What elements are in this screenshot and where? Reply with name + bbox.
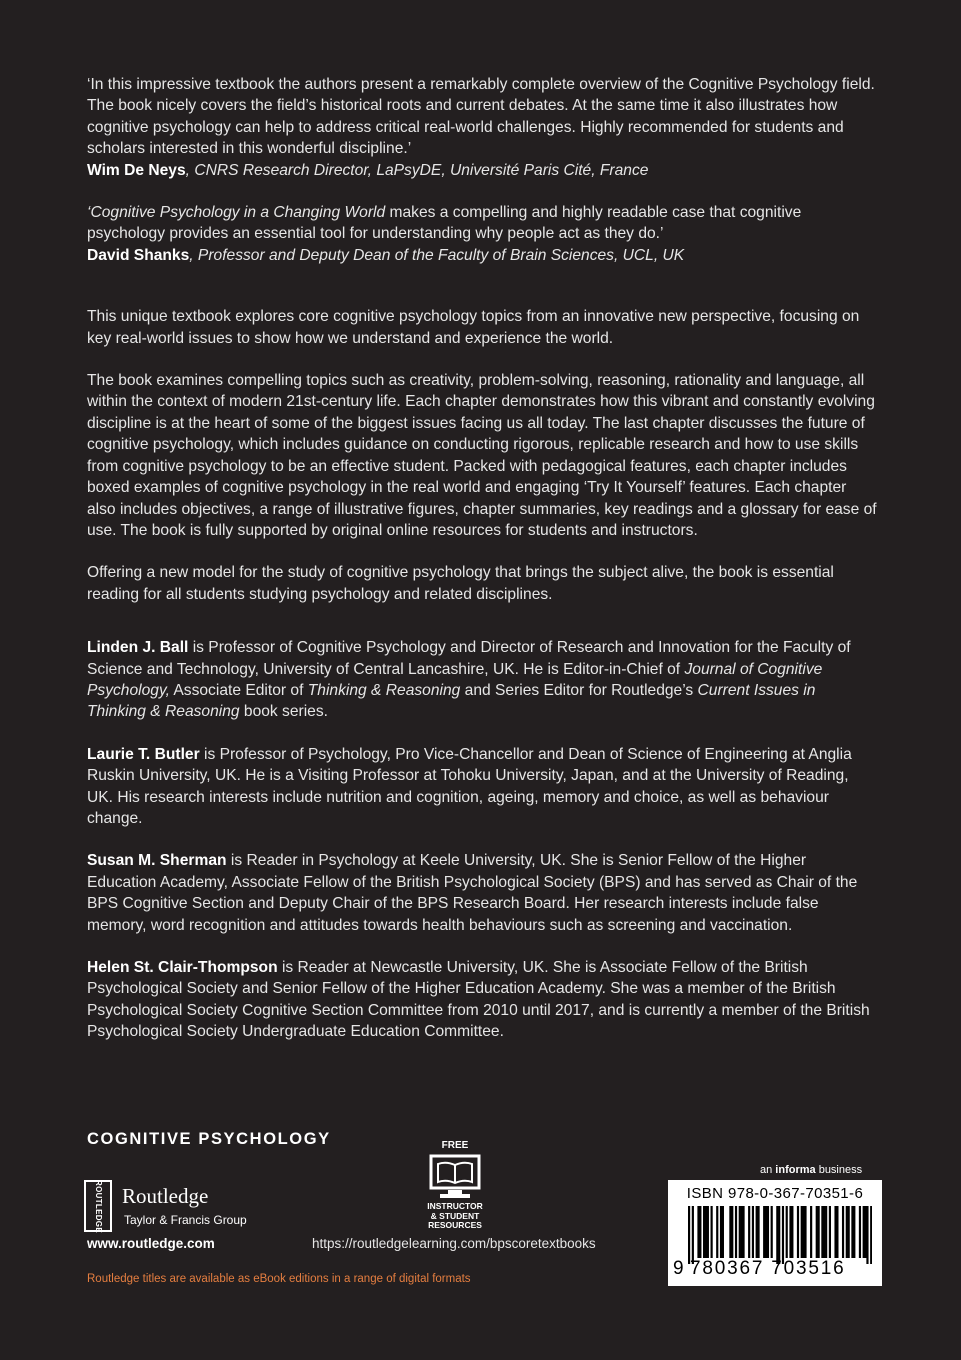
description-paragraph: The book examines compelling topics such as creativity, problem-solving, reasoning, rationality and language, all within the context of modern 21st-century life. Each chapter demonstrates how this vibrant and constantly evolving discipline is at the heart of some of the biggest issues facing us all today. The last chapter discusses the future of cognitive psychology, which includes guidance on conducting rigorous, replicable research and how to use skills from cognitive psychology to be an effective student. Packed with pedagogical features, each chapter includes boxed examples of cognitive psychology in the real world and engaging ‘Try It Yourself’ features. Each chapter also includes objectives, a range of illustrative figures, chapter summaries, key readings and a glossary for ease of use. The book is fully supported by original online resources for students and instructors. — [87, 372, 877, 539]
resources-url[interactable]: https://routledgelearning.com/bpscoretextbooks — [312, 1236, 596, 1251]
description-paragraph: This unique textbook explores core cognitive psychology topics from an innovative new perspective, focusing on key real-world issues to show how we understand and experience the world. — [87, 308, 860, 347]
barcode-icon — [688, 1206, 872, 1264]
routledge-logo[interactable] — [84, 1180, 284, 1232]
endorser-affiliation: , CNRS Research Director, LaPsyDE, Université Paris Cité, France — [185, 161, 649, 179]
endorsement-attribution — [87, 245, 877, 266]
endorsement-attribution — [87, 160, 877, 181]
author-name: Helen St. Clair-Thompson — [87, 959, 278, 976]
endorsement-2 — [87, 202, 877, 266]
endorser-affiliation: , Professor and Deputy Dean of the Faculty of Brain Sciences, UCL, UK — [189, 246, 685, 264]
series-label: COGNITIVE PSYCHOLOGY — [87, 1130, 331, 1148]
author-name: Laurie T. Butler — [87, 745, 200, 763]
description-paragraph: Offering a new model for the study of cognitive psychology that brings the subject alive, the book is essential reading for all students studying psychology and related disciplines. — [87, 564, 834, 603]
publisher-name: Routledge — [122, 1184, 209, 1208]
endorsement-quote: ‘Cognitive Psychology in a Changing World makes a compelling and highly readable case that cognitive psychology provides an essential tool for understanding why people act as they do.’ — [87, 204, 802, 243]
free-resources-badge — [395, 1140, 515, 1232]
book-screen-icon — [428, 1154, 482, 1200]
endorsement-quote: ‘In this impressive textbook the authors present a remarkably complete overview of the Cognitive Psychology field. The book nicely covers the field’s historical roots and current debates. At the same time it also illustrates how cognitive psychology can help to address critical real-world challenges. Highly recommended for students and scholars interested in this wonderful discipline.’ — [87, 76, 875, 158]
author-bio-ball: Linden J. Ball is Professor of Cognitive Psychology and Director of Research and Innovation for the Faculty of Science and Technology, University of Central Lancashire, UK. He is Editor-in-Chief of Journal of Cognitive Psychology, Associate Editor of Thinking & Reasoning and Series Editor for Routledge’s Current Issues in Thinking & Reasoning book series. — [87, 639, 851, 721]
author-name: Susan M. Sherman — [87, 852, 227, 870]
isbn-barcode-box: ISBN 978-0-367-70351-6 9 780367 703516 — [668, 1180, 882, 1286]
publisher-group: Taylor & Francis Group — [124, 1213, 247, 1227]
free-label: FREE — [441, 1140, 469, 1151]
isbn-number: ISBN 978-0-367-70351-6 — [686, 1185, 864, 1202]
back-cover-text — [87, 74, 877, 1064]
informa-tagline: an informa business — [760, 1164, 863, 1176]
author-name: Linden J. Ball — [87, 639, 189, 657]
endorser-name: Wim De Neys — [87, 161, 186, 179]
routledge-mark-icon: ROUTLEDGE — [84, 1180, 112, 1232]
ebook-note: Routledge titles are available as eBook editions in a range of digital formats — [87, 1273, 471, 1285]
resources-caption: INSTRUCTOR & STUDENT RESOURCES — [427, 1201, 483, 1230]
book-title: ‘Cognitive Psychology in a Changing World — [87, 204, 386, 222]
author-bio-thompson: Helen St. Clair-Thompson is Reader at Newcastle University, UK. She is Associate Fellow of the British Psychological Society and Senior Fellow of the Higher Education Academy. She was a member of the British Psychological Society Cognitive Section Committee from 2010 until 2017, and is currently a member of the British Psychological Society Undergraduate Education Committee. — [87, 959, 870, 1041]
endorser-name: David Shanks — [87, 246, 190, 264]
author-bio-sherman: Susan M. Sherman is Reader in Psychology at Keele University, UK. She is Senior Fellow of the Higher Education Academy, Associate Fellow of the British Psychological Society (BPS) and has served as Chair of the BPS Cognitive Section and Deputy Chair of the BPS Research Board. Her research interests include false memory, word recognition and attitudes towards health behaviours such as screening and vaccination. — [87, 852, 858, 934]
endorsement-1 — [87, 74, 877, 181]
publisher-url[interactable]: www.routledge.com — [87, 1236, 215, 1251]
author-bio-butler: Laurie T. Butler is Professor of Psychology, Pro Vice-Chancellor and Dean of Science of Engineering at Anglia Ruskin University, UK. He is a Visiting Professor at Tohoku University, Japan, and at the University of Reading, UK. His research interests include nutrition and cognition, ageing, memory and choice, as well as behaviour change. — [87, 745, 852, 827]
